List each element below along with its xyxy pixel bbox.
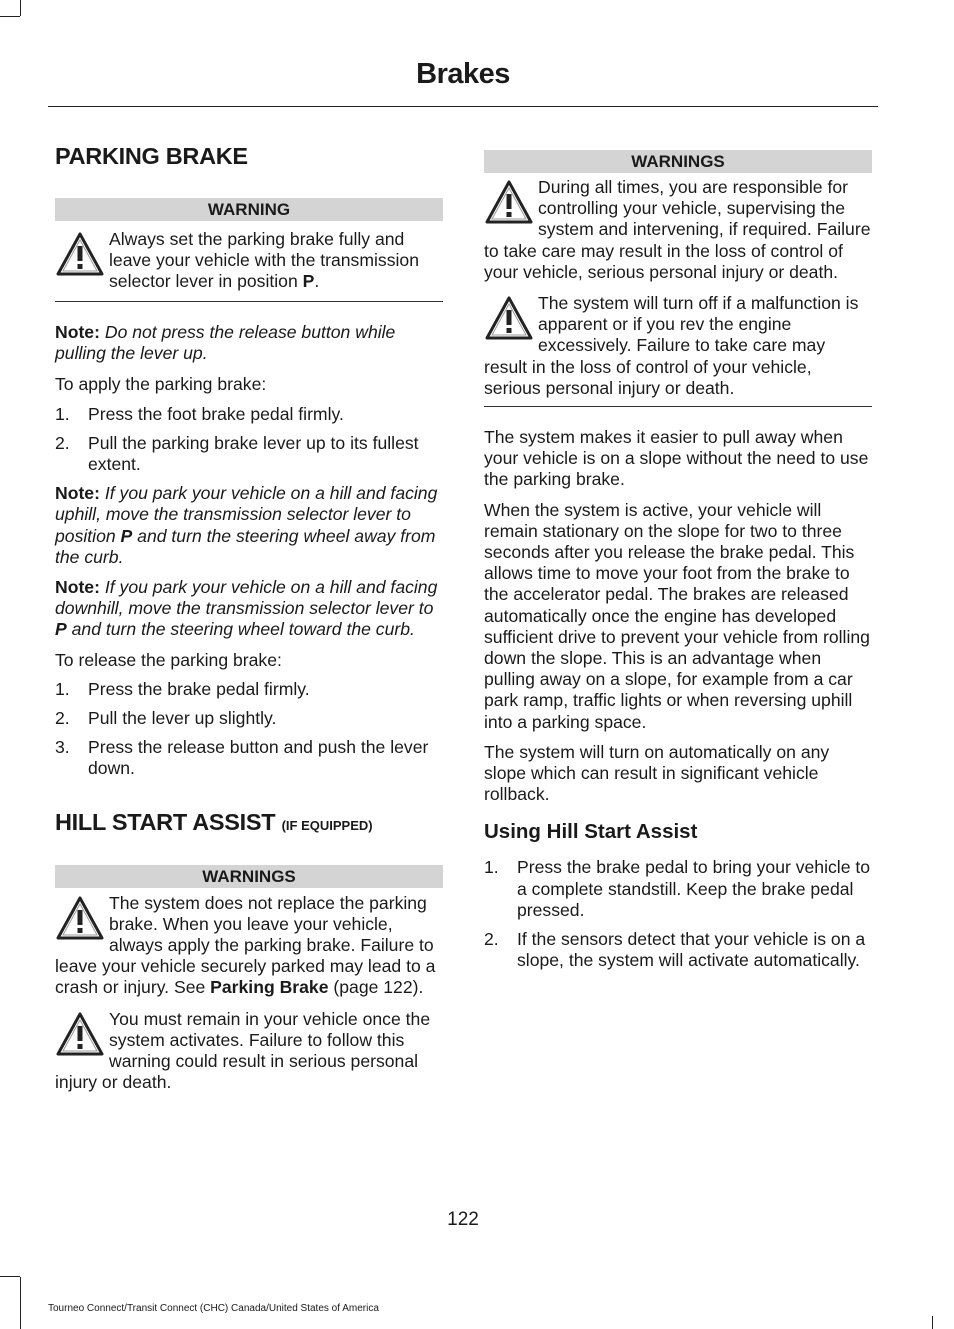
paragraph: When the system is active, your vehicle will remain stationary on the slope for two to three seconds after you release the brake pedal. This allows time to move your foot from the brake to the accelerator pedal. The brakes are released automatically once the engine has developed sufficient drive to prevent your vehicle from rolling down the slope. This is an advantage when pulling away on a slope, for example from a car park ramp, traffic lights or when reversing uphill into a parking space. [484,499,870,732]
hill-start-assist-heading: HILL START ASSIST (IF EQUIPPED) [55,808,373,835]
list-item: 1. Press the brake pedal to bring your vehicle to a complete standstill. Keep the brake pedal pressed. [484,857,871,920]
release-intro: To release the parking brake: [55,649,282,670]
warnings-header: WARNINGS [484,150,872,173]
crop-mark [20,0,21,16]
warning-block [484,177,872,283]
note: Note: If you park your vehicle on a hill and facing uphill, move the transmission selector lever to position P and turn the steering wheel away from the curb. [55,483,438,567]
warning-triangle-icon [484,179,534,225]
list-item: 2. Pull the parking brake lever up to its fullest extent. [55,432,419,475]
paragraph: The system makes it easier to pull away when your vehicle is on a slope without the need to use the parking brake. [484,427,869,490]
page-title: Brakes [416,58,510,90]
list-item: 1. Press the brake pedal firmly. [55,678,310,699]
warning-block [55,229,443,293]
warning-text: The system does not replace the parking brake. When you leave your vehicle, always apply the parking brake. Failure to leave your vehicle securely parked may lead to a crash or injury. See Parking Brake (page 122). [55,892,436,998]
warning-triangle-icon [55,1011,105,1057]
crop-mark [932,1316,933,1329]
parking-brake-link[interactable]: Parking Brake [210,977,329,998]
title-rule [48,106,878,107]
footer-text: Tourneo Connect/Transit Connect (CHC) Canada/United States of America [48,1303,379,1314]
right-column [484,150,872,972]
list-item: 3. Press the release button and push the lever down. [55,737,429,779]
warning-text: Always set the parking brake fully and leave your vehicle with the transmission selector lever in position P. [109,229,419,292]
warning-triangle-icon [55,895,105,941]
crop-mark [0,16,20,17]
warning-text: During all times, you are responsible for controlling your vehicle, supervising the system and intervening, if required. Failure to take care may result in the loss of control of your vehicle, serious personal injury or death. [484,177,871,282]
warning-block [484,293,872,399]
warning-triangle-icon [484,295,534,341]
warning-triangle-icon [55,231,105,277]
list-item: 1. Press the foot brake pedal firmly. [55,403,344,424]
release-steps [55,679,443,780]
crop-mark [0,1276,20,1277]
warning-header: WARNING [55,198,443,221]
left-column [55,142,443,1093]
apply-intro: To apply the parking brake: [55,374,267,395]
warning-text: The system will turn off if a malfunction is apparent or if you rev the engine excessively. Failure to take care may result in the loss of control of your vehicle, serious personal injury or death. [484,293,859,398]
using-hill-start-assist-heading: Using Hill Start Assist [484,820,698,844]
apply-steps [55,404,443,476]
list-item: 2. If the sensors detect that your vehicle is on a slope, the system will activate automatically. [484,929,866,971]
paragraph: The system will turn on automatically on any slope which can result in significant vehicle rollback. [484,741,830,805]
crop-mark [20,1277,21,1329]
warning-block [55,893,443,999]
page-number: 122 [447,1209,479,1230]
note: Note: Do not press the release button while pulling the lever up. [55,322,396,364]
warning-text: You must remain in your vehicle once the system activates. Failure to follow this warning could result in serious personal injury or death. [55,1008,431,1093]
warnings-header: WARNINGS [55,865,443,888]
list-item: 2. Pull the lever up slightly. [55,708,277,729]
parking-brake-heading: PARKING BRAKE [55,143,248,169]
warning-block [55,1009,443,1094]
using-steps [484,857,872,971]
note: Note: If you park your vehicle on a hill and facing downhill, move the transmission selector lever to P and turn the steering wheel toward the curb. [55,577,438,640]
